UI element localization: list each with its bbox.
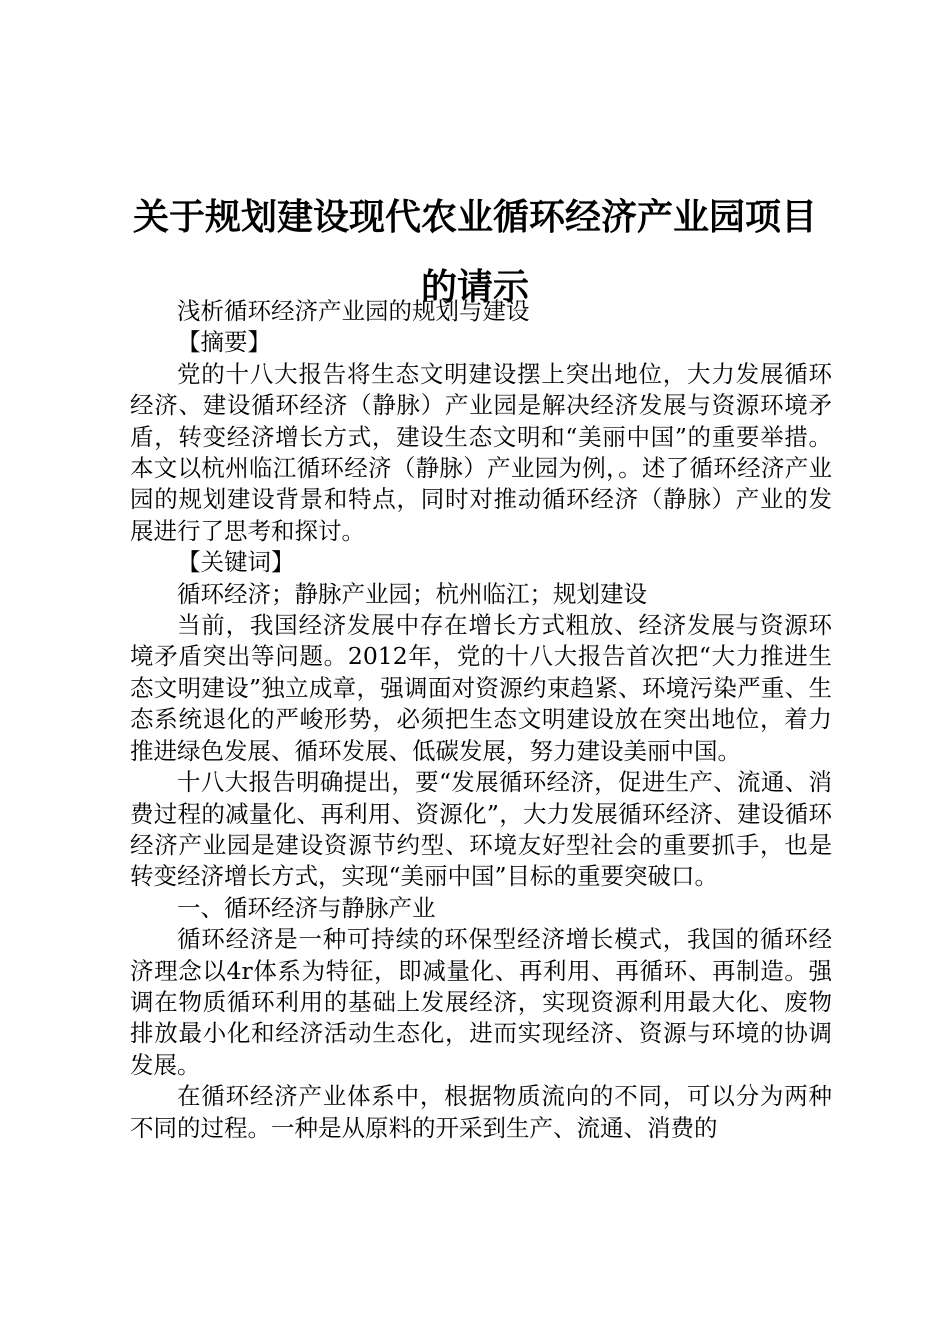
abstract-paragraph: 党的十八大报告将生态文明建设摆上突出地位，大力发展循环经济、建设循环经济（静脉）产业园是解决经济发展与资源环境矛盾，转变经济增长方式，建设生态文明和“美丽中国”的重要举措。本文以杭州临江循环经济（静脉）产业园为例，。述了循环经济产业园的规划建设背景和特点，同时对推动循环经济（静脉）产业的发展进行了思考和探讨。	[130, 359, 832, 545]
body-paragraph: 循环经济是一种可持续的环保型经济增长模式，我国的循环经济理念以4r体系为特征，即减量化、再利用、再循环、再制造。强调在物质循环利用的基础上发展经济，实现资源利用最大化、废物排放最小化和经济活动生态化，进而实现经济、资源与环境的协调发展。	[130, 925, 832, 1079]
section-heading: 一、循环经济与静脉产业	[177, 893, 436, 922]
abstract-heading: 【摘要】	[177, 328, 271, 357]
body-paragraph: 当前，我国经济发展中存在增长方式粗放、经济发展与资源环境矛盾突出等问题。2012年，党的十八大报告首次把“大力推进生态文明建设”独立成章，强调面对资源约束趋紧、环境污染严重、生态系统退化的严峻形势，必须把生态文明建设放在突出地位，着力推进绿色发展、循环发展、低碳发展，努力建设美丽中国。	[130, 611, 832, 765]
body-paragraph: 十八大报告明确提出，要“发展循环经济，促进生产、流通、消费过程的减量化、再利用、资源化”，大力发展循环经济、建设循环经济产业园是建设资源节约型、环境友好型社会的重要抓手，也是转变经济增长方式，实现“美丽中国”目标的重要突破口。	[130, 768, 832, 891]
subtitle-paragraph: 浅析循环经济产业园的规划与建设	[177, 297, 530, 325]
document-title: 关于规划建设现代农业循环经济产业园项目的请示	[132, 197, 817, 308]
document-body	[130, 296, 832, 1144]
keywords-heading: 【关键词】	[177, 548, 295, 577]
keywords-paragraph: 循环经济；静脉产业园；杭州临江；规划建设	[177, 579, 647, 608]
body-paragraph: 在循环经济产业体系中，根据物质流向的不同，可以分为两种不同的过程。一种是从原料的开采到生产、流通、消费的	[130, 1082, 832, 1142]
